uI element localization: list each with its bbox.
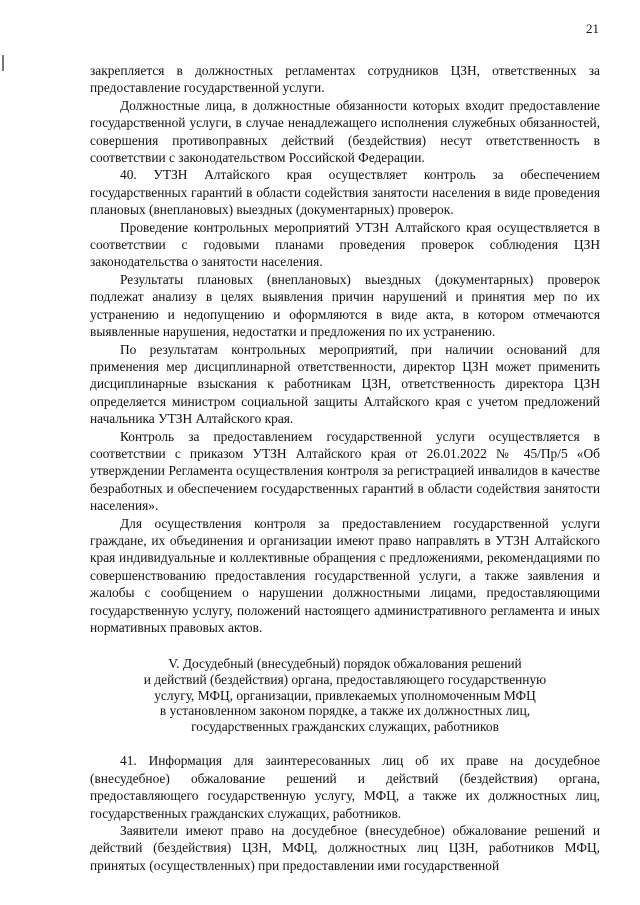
- paragraph: По результатам контрольных мероприятий, при наличии оснований для применения мер дисциплинарной ответственности, директор ЦЗН может применить дисциплинарные взыскания к работникам ЦЗН, ответственность директора ЦЗН определяется министром социальной защиты Алтайского края с учетом предложений начальника УТЗН Алтайского края.: [90, 341, 600, 427]
- section-heading: [90, 656, 600, 734]
- paragraphs-before-section: [90, 62, 600, 636]
- section-heading-line: услугу, МФЦ, организации, привлекаемых уполномоченным МФЦ: [154, 687, 536, 703]
- paragraph: Заявители имеют право на досудебное (внесудебное) обжалование решений и действий (бездействия) ЦЗН, МФЦ, должностных лиц ЦЗН, работников МФЦ, принятых (осуществленных) при предоставлении ими государственной: [90, 823, 600, 873]
- paragraph: 41. Информация для заинтересованных лиц об их праве на досудебное (внесудебное) обжалование решений и действий (бездействия) органа, предоставляющего государственную услугу, МФЦ, а также их должностных лиц, государственных гражданских служащих, работников.: [90, 753, 600, 821]
- section-heading-line: V. Досудебный (внесудебный) порядок обжалования решений: [168, 656, 522, 672]
- paragraph: Проведение контрольных мероприятий УТЗН Алтайского края осуществляется в соответствии с годовыми планами проведения проверок соблюдения ЦЗН законодательства о занятости населения.: [90, 219, 600, 270]
- section-heading-line: государственных гражданских служащих, работников: [191, 718, 499, 734]
- paragraph: 40. УТЗН Алтайского края осуществляет контроль за обеспечением государственных гарантий в области содействия занятости населения в виде проведения плановых (внеплановых) выездных (документарных) проверок.: [90, 167, 600, 218]
- page-number: 21: [586, 21, 599, 36]
- section-heading-line: и действий (бездействия) органа, предоставляющего государственную: [143, 672, 547, 687]
- paragraphs-after-section: [90, 752, 600, 874]
- margin-scan-mark: [2, 55, 4, 71]
- paragraph: Для осуществления контроля за предоставлением государственной услуги граждане, их объединения и организации имеют право направлять в УТЗН Алтайского края индивидуальные и коллективные обращения с предложениями, рекомендациями по совершенствованию предоставления государственной услуги, а также заявления и жалобы с сообщением о нарушении должностными лицами, предоставляющими государственную услугу, положений настоящего административного регламента и иных нормативных правовых актов.: [90, 515, 600, 635]
- section-heading-line: в установленном законом порядке, а также их должностных лиц,: [159, 703, 531, 719]
- paragraph: Контроль за предоставлением государственной услуги осуществляется в соответствии с приказом УТЗН Алтайского края от 26.01.2022 № 45/Пр/5 «Об утверждении Регламента осуществления контроля за регистрацией инвалидов в качестве безработных и обеспечением государственных гарантий в области содействия занятости населения».: [90, 428, 600, 514]
- paragraph: Должностные лица, в должностные обязанности которых входит предоставление государственной услуги, в случае ненадлежащего исполнения служебных обязанностей, совершения противоправных действий (бездействия) несут ответственность в соответствии с законодательством Российской Федерации.: [90, 97, 600, 166]
- document-body: [90, 62, 600, 874]
- paragraph: Результаты плановых (внеплановых) выездных (документарных) проверок подлежат анализу в целях выявления причин нарушений и принятия мер по их устранению и недопущению и оформляются в виде акта, в котором отмечаются выявленные нарушения, недостатки и предложения по их устранению.: [90, 271, 600, 340]
- paragraph: закрепляется в должностных регламентах сотрудников ЦЗН, ответственных за предоставление государственной услуги.: [90, 63, 600, 96]
